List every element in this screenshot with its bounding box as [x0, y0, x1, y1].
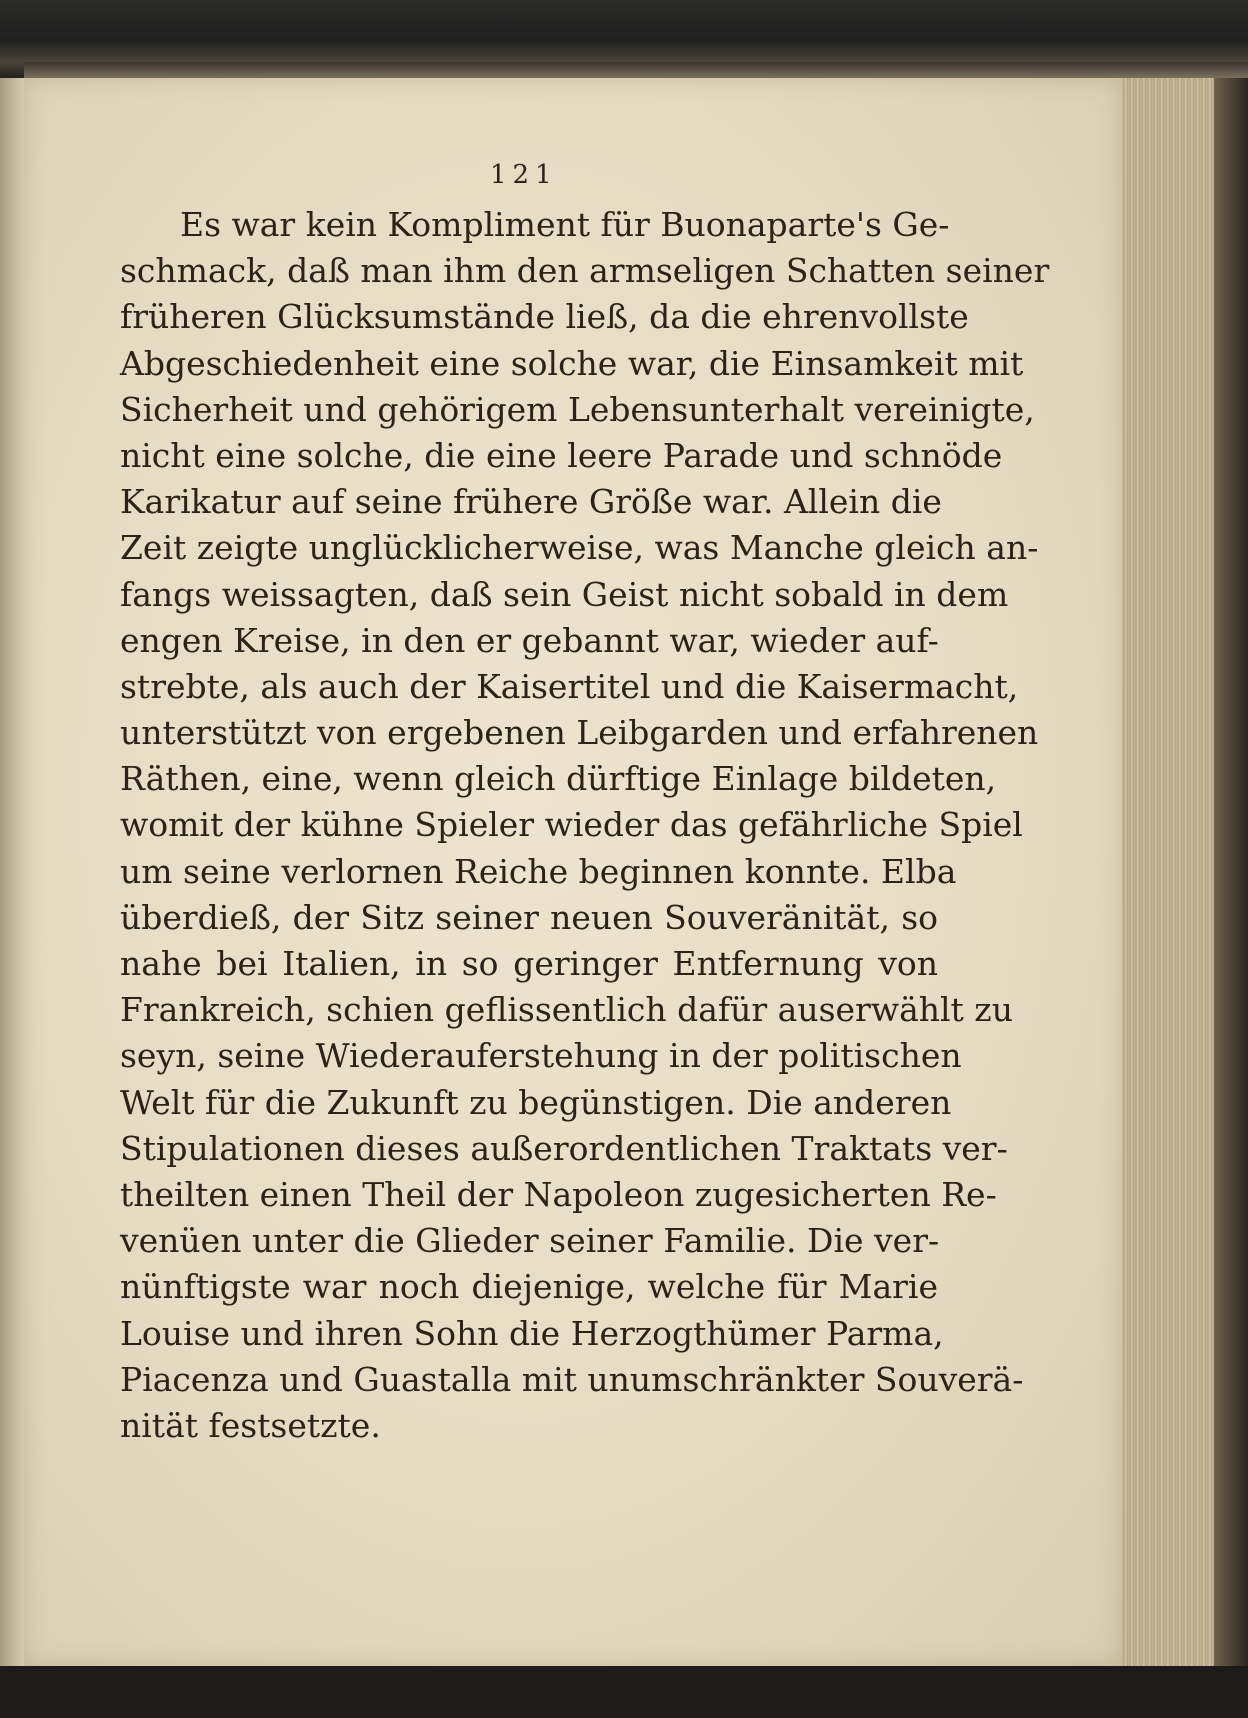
text-line: Piacenza und Guastalla mit unumschränkter Souverä- — [120, 1359, 1024, 1399]
text-line: Welt für die Zukunft zu begünstigen. Die anderen — [120, 1082, 952, 1122]
text-line: engen Kreise, in den er gebannt war, wieder auf- — [120, 620, 939, 660]
book-cover-edge — [1214, 78, 1248, 1666]
text-line: Karikatur auf seine frühere Größe war. Allein die — [120, 482, 942, 522]
text-line: seyn, seine Wiederauferstehung in der politischen — [120, 1036, 962, 1076]
text-line: womit der kühne Spieler wieder das gefährliche Spiel — [120, 805, 1023, 845]
text-line: Es war kein Kompliment für Buonaparte's Ge- — [180, 205, 950, 244]
text-line: unterstützt von ergebenen Leibgarden und erfahrenen — [120, 713, 1039, 753]
text-line: überdieß, der Sitz seiner neuen Souveränität, so — [120, 897, 938, 937]
book-top-edge — [24, 62, 1248, 78]
text-line: schmack, daß man ihm den armseligen Schatten seiner — [120, 251, 1050, 291]
text-line: Louise und ihren Sohn die Herzogthümer Parma, — [120, 1313, 944, 1353]
text-line: nünftigste war noch diejenige, welche für Marie — [120, 1267, 938, 1307]
text-line: Stipulationen dieses außerordentlichen Traktats ver- — [120, 1128, 1008, 1168]
book-spine — [0, 78, 24, 1666]
text-line: venüen unter die Glieder seiner Familie. Die ver- — [120, 1221, 940, 1261]
page-block-edge — [1122, 78, 1248, 1666]
text-line: theilten einen Theil der Napoleon zugesicherten Re- — [120, 1174, 997, 1214]
text-line: nicht eine solche, die eine leere Parade und schnöde — [120, 435, 1003, 475]
text-line: um seine verlornen Reiche beginnen konnte. Elba — [120, 851, 957, 891]
text-line: Räthen, eine, wenn gleich dürftige Einlage bildeten, — [120, 759, 997, 799]
text-line: Sicherheit und gehörigem Lebensunterhalt vereinigte, — [120, 389, 1035, 429]
text-line: Abgeschiedenheit eine solche war, die Einsamkeit mit — [120, 343, 1024, 383]
text-line: Frankreich, schien geflissentlich dafür auserwählt zu — [120, 990, 1013, 1030]
text-line: fangs weissagten, daß sein Geist nicht sobald in dem — [120, 574, 1009, 614]
text-line: strebte, als auch der Kaisertitel und die Kaisermacht, — [120, 666, 1019, 706]
text-line: nahe bei Italien, in so geringer Entfernung von — [120, 944, 938, 983]
body-text — [120, 202, 1050, 1449]
page-number: 121 — [490, 160, 558, 190]
text-line: früheren Glücksumstände ließ, da die ehrenvollste — [120, 297, 969, 337]
text-line: Zeit zeigte unglücklicherweise, was Manche gleich an- — [120, 528, 1039, 568]
text-line: nität festsetzte. — [120, 1405, 381, 1445]
